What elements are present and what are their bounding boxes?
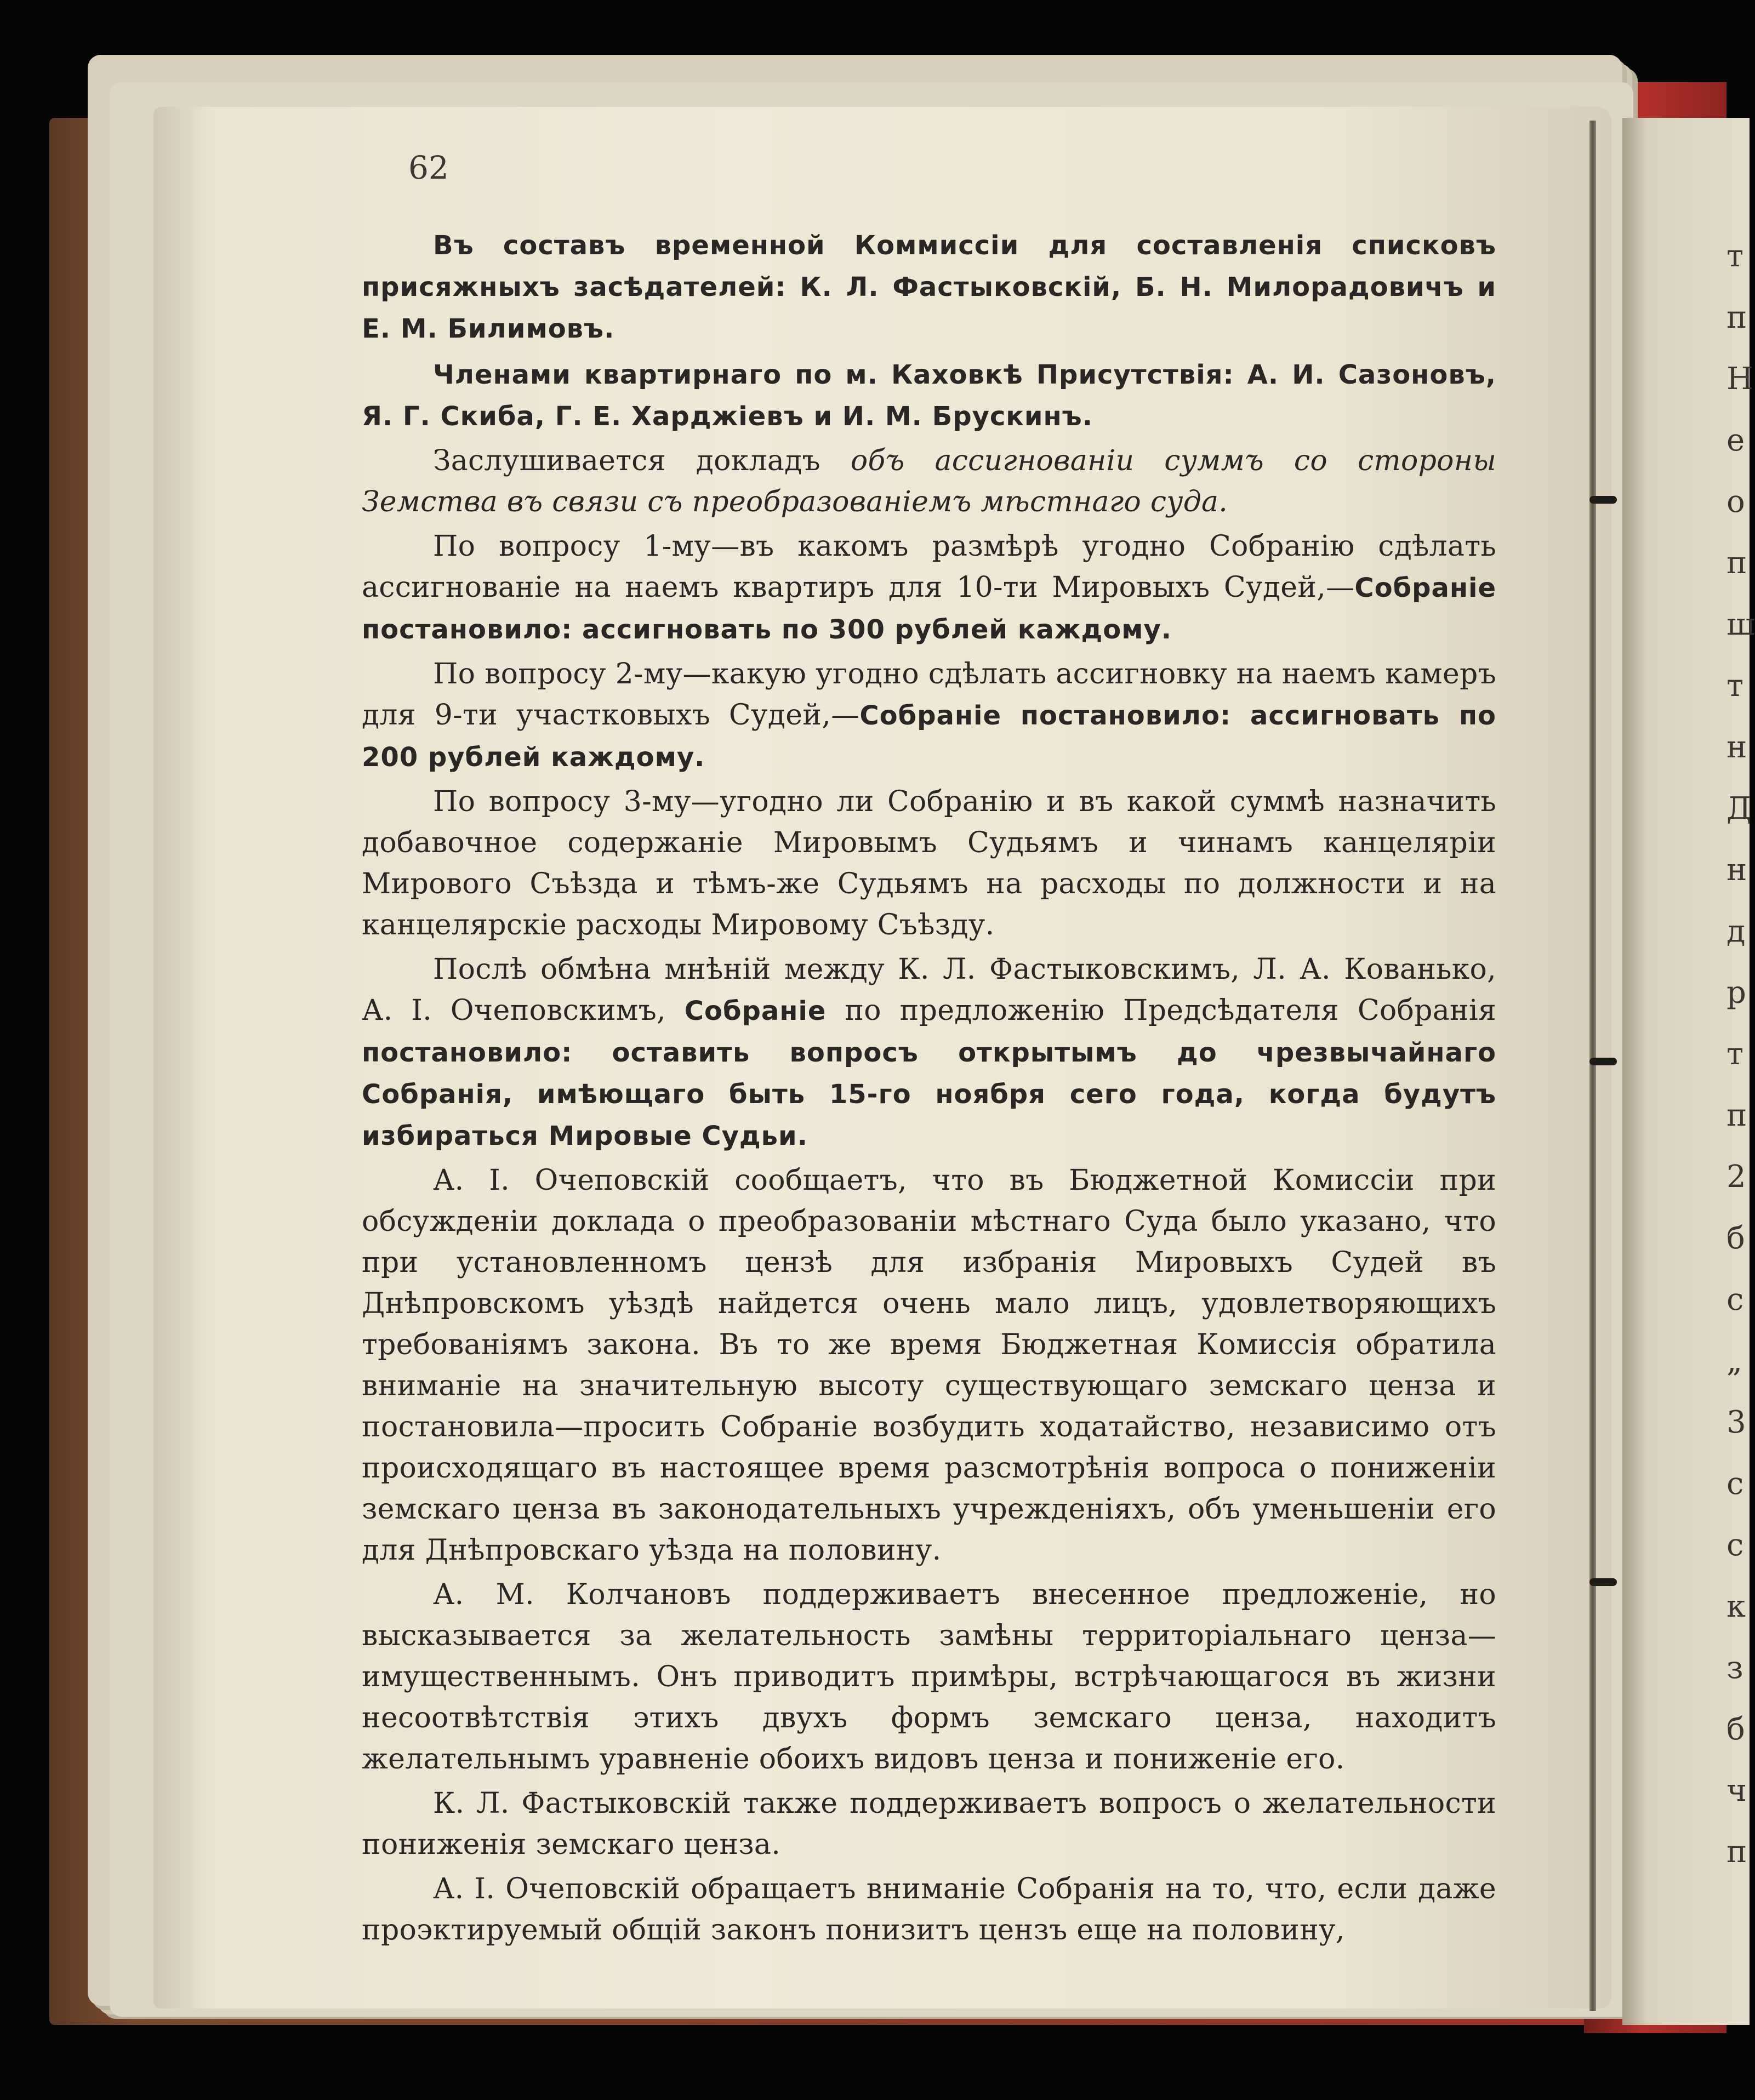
- facing-page-glyph: с: [1726, 1466, 1744, 1502]
- facing-page-glyph: б: [1726, 1711, 1745, 1747]
- facing-page-glyph: п: [1726, 1834, 1747, 1870]
- paragraph: [362, 225, 1496, 350]
- bold-text-run: Собраніе: [684, 996, 827, 1026]
- text-run: Послѣ обмѣна мнѣній между К. Л. Фастыковскимъ, Л. А. Кованько, А. І. Очеповскимъ,: [362, 953, 1496, 1027]
- paragraph: [362, 781, 1496, 946]
- paragraph: [362, 654, 1496, 778]
- facing-page-glyph: Н: [1726, 361, 1753, 397]
- text-run: А. М. Колчановъ поддерживаетъ внесенное предложеніе, но высказывается за желательность замѣны территоріальнаго ценза—имущественнымъ. Онъ приводитъ примѣры, встрѣчающагося въ жизни несоотвѣтствія этихъ двухъ формъ земскаго ценза, находитъ желательнымъ уравненіе обоихъ видовъ ценза и пониженіе его.: [362, 1578, 1496, 1776]
- facing-page-glyph: з: [1726, 1650, 1743, 1686]
- paragraph: [362, 1574, 1496, 1780]
- paragraph: [362, 1869, 1496, 1951]
- facing-page-glyph: к: [1726, 1589, 1746, 1624]
- page-body: [362, 225, 1496, 1951]
- facing-page-glyph: о: [1726, 484, 1745, 520]
- facing-page-glyph: п: [1726, 545, 1747, 581]
- paragraph: [362, 949, 1496, 1157]
- facing-page-glyph: 2: [1726, 1159, 1746, 1195]
- facing-page-glyph: с: [1726, 1527, 1744, 1563]
- facing-page-glyph: „: [1726, 1343, 1743, 1379]
- bold-text-run: Собраніе постановило: ассигновать по 200 рублей каждому.: [362, 700, 1496, 773]
- italic-text-run: объ ассигнованіи суммъ со стороны Земства въ связи съ преобразованіемъ мѣстнаго суда.: [362, 444, 1496, 518]
- paragraph: [362, 1160, 1496, 1571]
- text-run: К. Л. Фастыковскій также поддерживаетъ вопросъ о желательности пониженія земскаго ценза.: [362, 1787, 1496, 1861]
- facing-page-glyph: п: [1726, 300, 1747, 335]
- facing-page-glyph: с: [1726, 1282, 1744, 1317]
- binding-thread: [1589, 1578, 1617, 1586]
- facing-page-glyph: т: [1726, 1036, 1743, 1072]
- bold-text-run: постановило: оставить вопросъ открытымъ до чрезвычайнаго Собранія, имѣющаго быть 15-го ноября сего года, когда будутъ избираться Мировые Судьи.: [362, 1037, 1496, 1151]
- text-run: Заслушивается докладъ: [433, 444, 851, 477]
- facing-page-glyph: е: [1726, 423, 1745, 458]
- facing-page-glyph: т: [1726, 238, 1743, 274]
- text-run: А. І. Очеповскій сообщаетъ, что въ Бюджетной Комиссіи при обсужденіи доклада о преобразованіи мѣстнаго Суда было указано, что при установленномъ цензѣ для избранія Мировыхъ Судей въ Днѣпровскомъ уѣздѣ найдется очень мало лицъ, удовлетворяющихъ требованіямъ закона. Въ то же время Бюджетная Комиссія обратила вниманіе на значительную высоту существующаго земскаго ценза и постановила—просить Собраніе возбудить ходатайство, независимо отъ происходящаго въ настоящее время разсмотрѣнія вопроса о пониженіи земскаго ценза въ законодательныхъ учрежденіяхъ, объ уменьшеніи его для Днѣпровскаго уѣзда на половину.: [362, 1164, 1496, 1567]
- text-run: По вопросу 1-му—въ какомъ размѣрѣ угодно Собранію сдѣлать ассигнованіе на наемъ квартиръ для 10-ти Мировыхъ Судей,—: [362, 530, 1496, 604]
- paragraph: [362, 1783, 1496, 1865]
- facing-page-glyph: ч: [1726, 1773, 1747, 1808]
- facing-page-glyph: ш: [1726, 607, 1755, 642]
- text-run: По вопросу 2-му—какую угодно сдѣлать ассигновку на наемъ камеръ для 9-ти участковыхъ Судей,—: [362, 658, 1496, 732]
- facing-page-glyph: р: [1726, 975, 1746, 1011]
- binding-thread: [1589, 1058, 1617, 1065]
- facing-page-glyph: Д: [1726, 791, 1752, 826]
- binding-thread: [1589, 496, 1617, 504]
- page-number: 62: [408, 149, 449, 186]
- facing-page-glyph: т: [1726, 668, 1743, 704]
- facing-page-glyph: б: [1726, 1220, 1745, 1256]
- facing-page-glyph: н: [1726, 852, 1747, 888]
- facing-page-glyph: 3: [1726, 1405, 1746, 1440]
- text-run: А. І. Очеповскій обращаетъ вниманіе Собранія на то, что, если даже проэктируемый общій законъ понизитъ цензъ еще на половину,: [362, 1873, 1496, 1947]
- text-run: по предложенію Предсѣдателя Собранія: [826, 994, 1497, 1027]
- paragraph: [362, 441, 1496, 523]
- text-run: По вопросу 3-му—угодно ли Собранію и въ какой суммѣ назначить добавочное содержаніе Мировымъ Судьямъ и чинамъ канцеляріи Мирового Съѣзда и тѣмъ-же Судьямъ на расходы по должности и на канцелярскіе расходы Мировому Съѣзду.: [362, 785, 1496, 941]
- facing-page-glyph: н: [1726, 729, 1747, 765]
- paragraph: [362, 354, 1496, 437]
- bold-text-run: Въ составъ временной Коммиссіи для составленія списковъ присяжныхъ засѣдателей: К. Л. Фастыковскій, Б. Н. Милорадовичъ и Е. М. Билимовъ.: [362, 230, 1496, 344]
- paragraph: [362, 526, 1496, 650]
- bold-text-run: Собраніе постановило: ассигновать по 300 рублей каждому.: [362, 573, 1496, 645]
- book-gutter: [1589, 121, 1596, 2011]
- bold-text-run: Членами квартирнаго по м. Каховкѣ Присутствія: А. И. Сазоновъ, Я. Г. Скиба, Г. Е. Харджіевъ и И. М. Брускинъ.: [362, 359, 1496, 432]
- facing-page-glyph: п: [1726, 1098, 1747, 1133]
- facing-page-glyph: д: [1726, 914, 1746, 949]
- facing-page-text: [1726, 236, 1755, 1989]
